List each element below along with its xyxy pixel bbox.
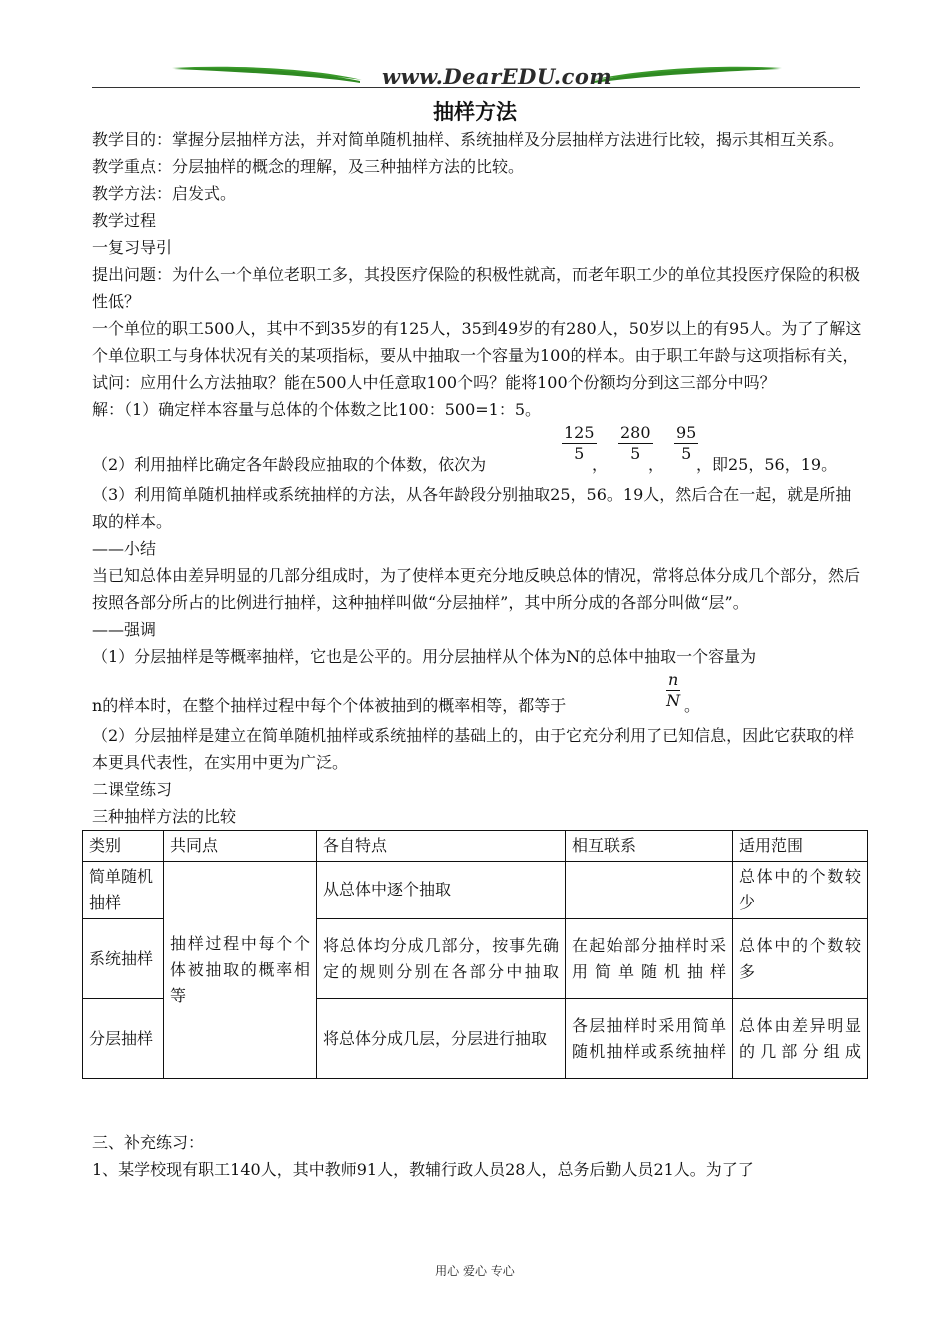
document-body bbox=[89, 126, 862, 1183]
solution-2-result: ，即25，56，19。 bbox=[696, 455, 838, 474]
relation-cell: 在起始部分抽样时采用简单随机抽样 bbox=[566, 919, 733, 999]
paragraph-exercise-1: 1、某学校现有职工140人，其中教师91人，教辅行政人员28人，总务后勤人员21人。为了了 bbox=[92, 1160, 754, 1179]
page-title: 抽样方法 bbox=[433, 99, 517, 124]
paragraph-example: 一个单位的职工500人，其中不到35岁的有125人，35到49岁的有280人，50岁以上的有95人。为了了解这个单位职工与身体状况有关的某项指标，要从中抽取一个容量为100的样本。由于职工年龄与这项指标有关，试问：应用什么方法抽取？能在500人中任意取100个吗？能将100个份额均分到这三部分中吗？ bbox=[92, 319, 862, 392]
paragraph-emphasis-1a: （1）分层抽样是等概率抽样，它也是公平的。用分层抽样从个体为N的总体中抽取一个容量为 bbox=[92, 647, 757, 666]
site-logo-text: www.DearEDU.com bbox=[382, 64, 613, 89]
feature-cell: 将总体分成几层，分层进行抽取 bbox=[317, 999, 566, 1079]
section-supplement: 三、补充练习： bbox=[92, 1133, 205, 1152]
section-emphasis: ——强调 bbox=[92, 620, 157, 639]
scope-cell: 总体中的个数较多 bbox=[733, 919, 868, 999]
header-cell: 各自特点 bbox=[317, 831, 566, 862]
type-cell: 系统抽样 bbox=[83, 919, 164, 999]
paragraph-purpose: 教学目的：掌握分层抽样方法，并对简单随机抽样、系统抽样及分层抽样方法进行比较，揭示其相互关系。 bbox=[92, 130, 845, 149]
table-row bbox=[83, 862, 868, 919]
paragraph-solution-3: （3）利用简单随机抽样或系统抽样的方法，从各年龄段分别抽取25，56。19人，然后合在一起，就是所抽取的样本。 bbox=[92, 485, 852, 531]
feature-cell: 从总体中逐个抽取 bbox=[317, 862, 566, 919]
comparison-table bbox=[82, 830, 868, 1079]
solution-2-text: （2）利用抽样比确定各年龄段应抽取的个体数，依次为 bbox=[92, 455, 487, 474]
emphasis-1-text: n的样本时，在整个抽样过程中每个个体被抽到的概率相等，都等于 bbox=[92, 696, 567, 715]
fraction-280-5: $\frac{280}{5}$ bbox=[620, 423, 651, 463]
scope-cell: 总体中的个数较少 bbox=[733, 862, 868, 919]
feature-cell: 将总体均分成几部分，按事先确定的规则分别在各部分中抽取 bbox=[317, 919, 566, 999]
emphasis-1-line: n的样本时，在整个抽样过程中每个个体被抽到的概率相等，都等于 $\frac{n}{N}$ 。 bbox=[92, 670, 862, 720]
paragraph-definition: 当已知总体由差异明显的几部分组成时，为了使样本更充分地反映总体的情况，常将总体分成几个部分，然后按照各部分所占的比例进行抽样，这种抽样叫做“分层抽样”，其中所分成的各部分叫做“层”。 bbox=[92, 566, 861, 612]
header-cell: 共同点 bbox=[164, 831, 317, 862]
paragraph-process: 教学过程 bbox=[92, 211, 157, 230]
solution-2-line: （2）利用抽样比确定各年龄段应抽取的个体数，依次为 $\frac{125}{5}$ ， $\frac{280}{5}$ ， $\frac{95}{5}$ ，即25，56，19。 bbox=[92, 423, 862, 479]
table-caption: 三种抽样方法的比较 bbox=[92, 807, 237, 826]
paragraph-solution-1: 解：（1）确定样本容量与总体的个体数之比100：500=1：5。 bbox=[92, 400, 542, 419]
paragraph-emphasis-2: （2）分层抽样是建立在简单随机抽样或系统抽样的基础上的，由于它充分利用了已知信息，因此它获取的样本更具代表性，在实用中更为广泛。 bbox=[92, 726, 855, 772]
paragraph-focus: 教学重点：分层抽样的概念的理解，及三种抽样方法的比较。 bbox=[92, 157, 525, 176]
common-cell: 抽样过程中每个个体被抽取的概率相等 bbox=[164, 862, 317, 1079]
paragraph-method: 教学方法：启发式。 bbox=[92, 184, 237, 203]
section-summary: ——小结 bbox=[92, 539, 157, 558]
relation-cell: 各层抽样时采用简单随机抽样或系统抽样 bbox=[566, 999, 733, 1079]
fraction-125-5: $\frac{125}{5}$ bbox=[564, 423, 595, 463]
header-cell: 类别 bbox=[83, 831, 164, 862]
type-cell: 分层抽样 bbox=[83, 999, 164, 1079]
header-rule bbox=[92, 87, 860, 88]
section-practice: 二课堂练习 bbox=[92, 780, 173, 799]
fraction-n-over-N: $\frac{n}{N}$ bbox=[666, 670, 681, 710]
header-cell: 适用范围 bbox=[733, 831, 868, 862]
table-header-row bbox=[83, 831, 868, 862]
section-review: 一复习导引 bbox=[92, 238, 173, 257]
scope-cell: 总体由差异明显的几部分组成 bbox=[733, 999, 868, 1079]
header-cell: 相互联系 bbox=[566, 831, 733, 862]
fraction-95-5: $\frac{95}{5}$ bbox=[676, 423, 697, 463]
relation-cell bbox=[566, 862, 733, 919]
page-footer: 用心 爱心 专心 bbox=[435, 1264, 515, 1278]
paragraph-question: 提出问题：为什么一个单位老职工多，其投医疗保险的积极性就高，而老年职工少的单位其投医疗保险的积极性低？ bbox=[92, 265, 861, 311]
type-cell: 简单随机抽样 bbox=[83, 862, 164, 919]
